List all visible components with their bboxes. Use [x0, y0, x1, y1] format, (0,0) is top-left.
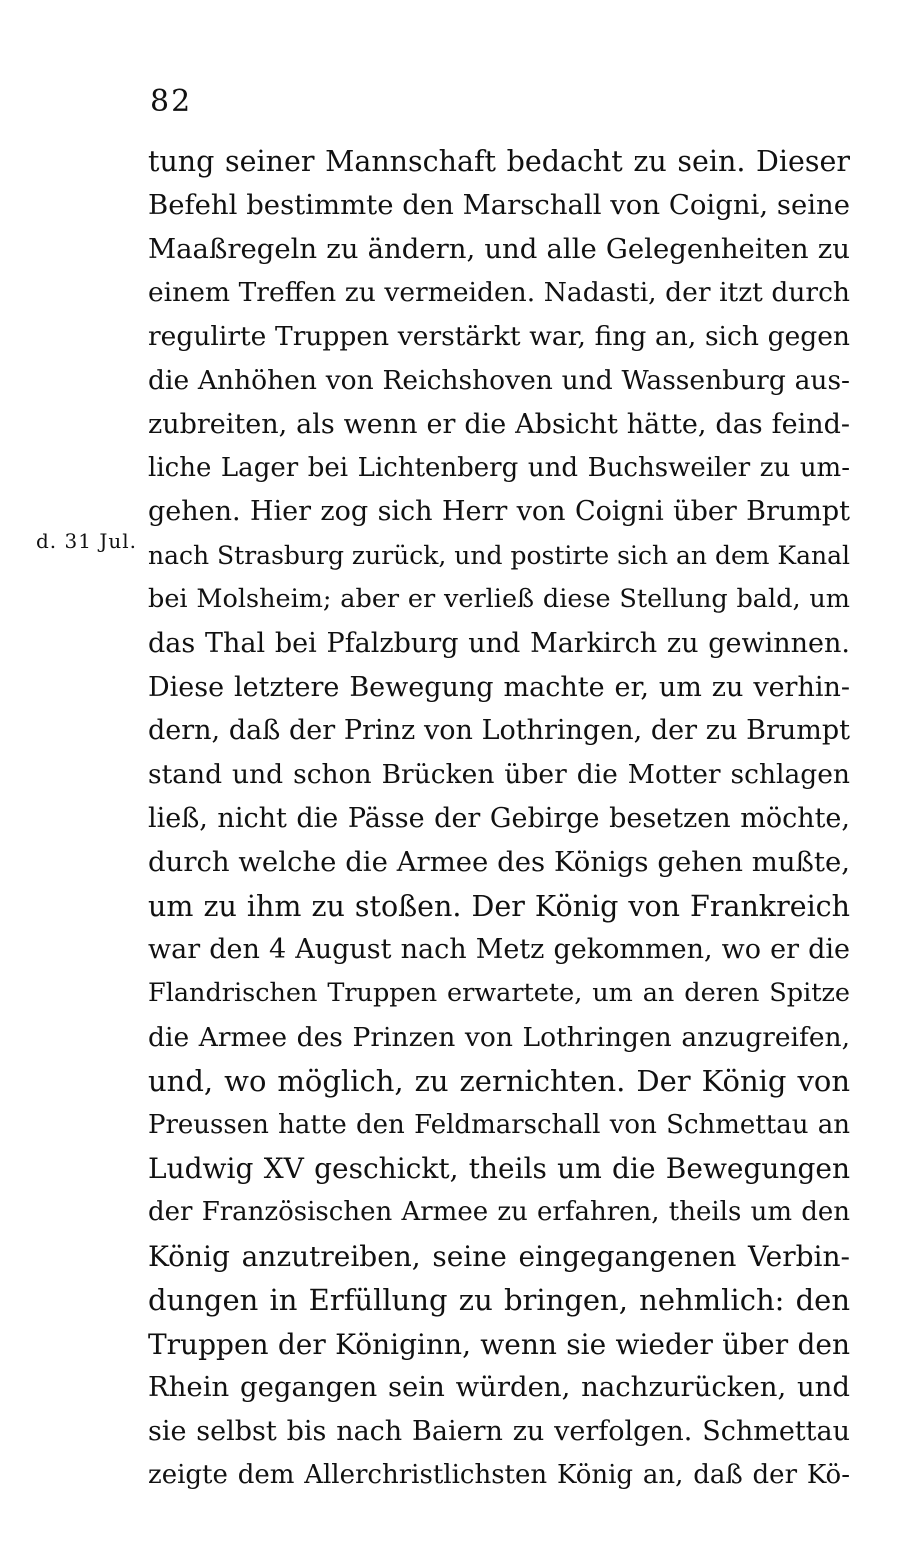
text-line: bei Molsheim; aber er verließ diese Stellung bald, um: [148, 583, 850, 614]
text-line: um zu ihm zu stoßen. Der König von Frankreich: [148, 889, 850, 923]
page-number: 82: [150, 84, 193, 119]
text-line: Befehl bestimmte den Marschall von Coigni, seine: [148, 188, 850, 221]
text-line: der Französischen Armee zu erfahren, theils um den: [148, 1197, 850, 1228]
text-line: die Anhöhen von Reichshoven und Wassenburg aus-: [148, 364, 850, 396]
text-line: Diese letztere Bewegung machte er, um zu verhin-: [148, 671, 850, 703]
text-line: einem Treffen zu vermeiden. Nadasti, der itzt durch: [148, 277, 850, 309]
text-line: Maaßregeln zu ändern, und alle Gelegenheiten zu: [148, 232, 850, 265]
text-line: König anzutreiben, seine eingegangenen Verbin-: [148, 1239, 850, 1273]
text-line: liche Lager bei Lichtenberg und Buchsweiler zu um-: [148, 452, 850, 483]
text-line: sie selbst bis nach Baiern zu verfolgen. Schmettau: [148, 1416, 850, 1448]
text-line: Truppen der Königinn, wenn sie wieder über den: [148, 1327, 850, 1361]
margin-date-note: d. 31 Jul.: [36, 529, 137, 553]
text-line: dungen in Erfüllung zu bringen, nehmlich: den: [148, 1282, 850, 1317]
text-line: Preussen hatte den Feldmarschall von Schmettau an: [148, 1109, 850, 1140]
text-line: das Thal bei Pfalzburg und Markirch zu gewinnen.: [148, 627, 850, 659]
text-line: nach Strasburg zurück, und postirte sich an dem Kanal: [148, 541, 850, 571]
text-line: zeigte dem Allerchristlichsten König an, daß der Kö-: [148, 1459, 850, 1490]
text-line: zubreiten, als wenn er die Absicht hätte, das feind-: [148, 408, 850, 440]
text-line: die Armee des Prinzen von Lothringen anzugreifen,: [148, 1021, 850, 1053]
text-line: ließ, nicht die Pässe der Gebirge besetzen möchte,: [148, 802, 850, 834]
text-line: stand und schon Brücken über die Motter schlagen: [148, 759, 850, 791]
text-line: Rhein gegangen sein würden, nachzurücken, und: [148, 1371, 850, 1404]
text-line: dern, daß der Prinz von Lothringen, der zu Brumpt: [148, 715, 850, 747]
body-text: [148, 140, 850, 1498]
text-line: tung seiner Mannschaft bedacht zu sein. Dieser: [148, 145, 850, 178]
text-line: und, wo möglich, zu zernichten. Der König von: [148, 1063, 850, 1098]
text-line: war den 4 August nach Metz gekommen, wo er die: [148, 934, 850, 966]
text-line: Ludwig XV geschickt, theils um die Bewegungen: [148, 1152, 850, 1186]
text-line: regulirte Truppen verstärkt war, fing an, sich gegen: [148, 321, 850, 353]
text-line: Flandrischen Truppen erwartete, um an deren Spitze: [148, 978, 850, 1009]
text-line: gehen. Hier zog sich Herr von Coigni über Brumpt: [148, 496, 850, 528]
text-line: durch welche die Armee des Königs gehen mußte,: [148, 845, 850, 878]
